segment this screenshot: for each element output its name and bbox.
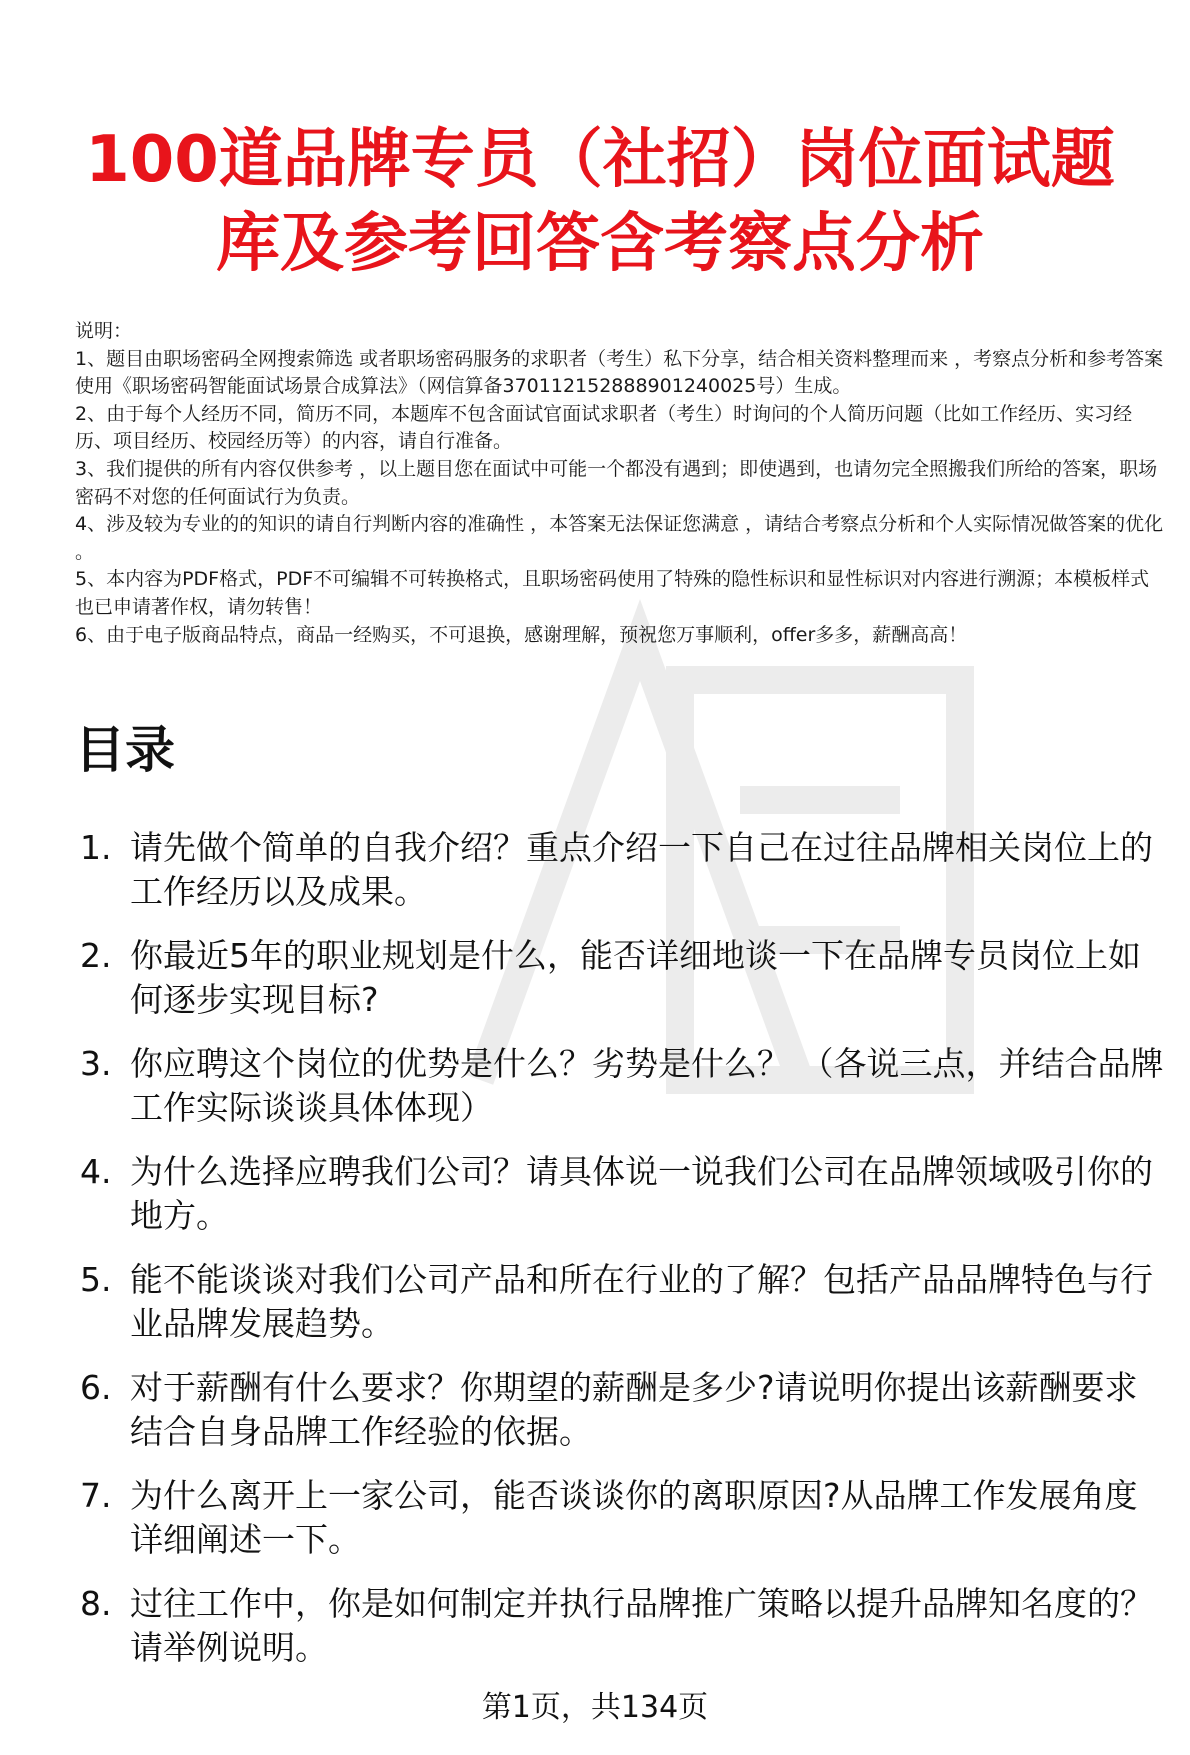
toc-entry-text: 你应聘这个岗位的优势是什么？劣势是什么？ （各说三点，并结合品牌工作实际谈谈具体体现） (130, 1044, 1164, 1127)
toc-entry-number: 6. (80, 1368, 112, 1407)
toc-entry-text: 对于薪酬有什么要求？你期望的薪酬是多少?请说明你提出该薪酬要求结合自身品牌工作经验的依据。 (130, 1368, 1138, 1451)
title-line-1: 100道品牌专员（社招）岗位面试题 (85, 123, 1115, 197)
toc-entry[interactable] (75, 1042, 1170, 1130)
toc-entry-text: 能不能谈谈对我们公司产品和所在行业的了解？包括产品品牌特色与行业品牌发展趋势。 (130, 1260, 1153, 1343)
toc-entry-number: 7. (80, 1476, 112, 1515)
toc-entry-number: 1. (80, 828, 112, 867)
toc-entry-number: 8. (80, 1584, 112, 1623)
instructions-section (75, 318, 1165, 649)
toc-entry[interactable] (75, 1582, 1170, 1670)
toc-entry-number: 3. (80, 1044, 112, 1083)
toc-entry-number: 4. (80, 1152, 112, 1191)
table-of-contents (75, 826, 1170, 1690)
page-number: 第1页，共134页 (481, 1690, 709, 1725)
instruction-item: 5、本内容为PDF格式，PDF不可编辑不可转换格式，且职场密码使用了特殊的隐性标识和显性标识对内容进行溯源；本模板样式也已申请著作权，请勿转售！ (75, 568, 1150, 618)
instructions-heading: 说明： (75, 320, 133, 342)
instruction-item: 6、由于电子版商品特点，商品一经购买，不可退换，感谢理解，预祝您万事顺利，offer多多，薪酬高高！ (75, 623, 968, 646)
toc-entry-text: 为什么选择应聘我们公司？请具体说一说我们公司在品牌领域吸引你的地方。 (130, 1152, 1153, 1235)
instruction-item: 4、涉及较为专业的的知识的请自行判断内容的准确性 ，本答案无法保证您满意 ，请结合考察点分析和个人实际情况做答案的优化 。 (75, 513, 1164, 563)
toc-entry[interactable] (75, 1258, 1170, 1346)
toc-entry-number: 2. (80, 936, 112, 975)
instruction-item: 2、由于每个人经历不同，简历不同，本题库不包含面试官面试求职者（考生）时询问的个人简历问题（比如工作经历、实习经历、项目经历、校园经历等）的内容，请自行准备。 (75, 402, 1133, 453)
toc-entry-text: 请先做个简单的自我介绍？重点介绍一下自己在过往品牌相关岗位上的工作经历以及成果。 (130, 828, 1153, 911)
toc-heading: 目录 (75, 721, 175, 779)
toc-entry-text: 你最近5年的职业规划是什么，能否详细地谈一下在品牌专员岗位上如何逐步实现目标? (130, 936, 1141, 1019)
toc-entry[interactable] (75, 1150, 1170, 1238)
instruction-item: 3、我们提供的所有内容仅供参考 ，以上题目您在面试中可能一个都没有遇到；即使遇到，也请勿完全照搬我们所给的答案，职场密码不对您的任何面试行为负责。 (75, 457, 1158, 508)
document-title (70, 118, 1130, 286)
toc-entry-number: 5. (80, 1260, 112, 1299)
title-line-2: 库及参考回答含考察点分析 (216, 207, 984, 281)
instruction-item: 1、题目由职场密码全网搜索筛选 或者职场密码服务的求职者（考生）私下分享，结合相关资料整理而来 ，考察点分析和参考答案使用《职场密码智能面试场景合成算法》（网信算备370112152888901240025号）生成。 (75, 347, 1164, 398)
toc-entry-text: 为什么离开上一家公司，能否谈谈你的离职原因?从品牌工作发展角度详细阐述一下。 (130, 1476, 1138, 1559)
toc-entry[interactable] (75, 934, 1170, 1022)
toc-entry[interactable] (75, 1474, 1170, 1562)
toc-entry[interactable] (75, 826, 1170, 914)
toc-entry-text: 过往工作中，你是如何制定并执行品牌推广策略以提升品牌知名度的？请举例说明。 (130, 1584, 1153, 1667)
toc-entry[interactable] (75, 1366, 1170, 1454)
